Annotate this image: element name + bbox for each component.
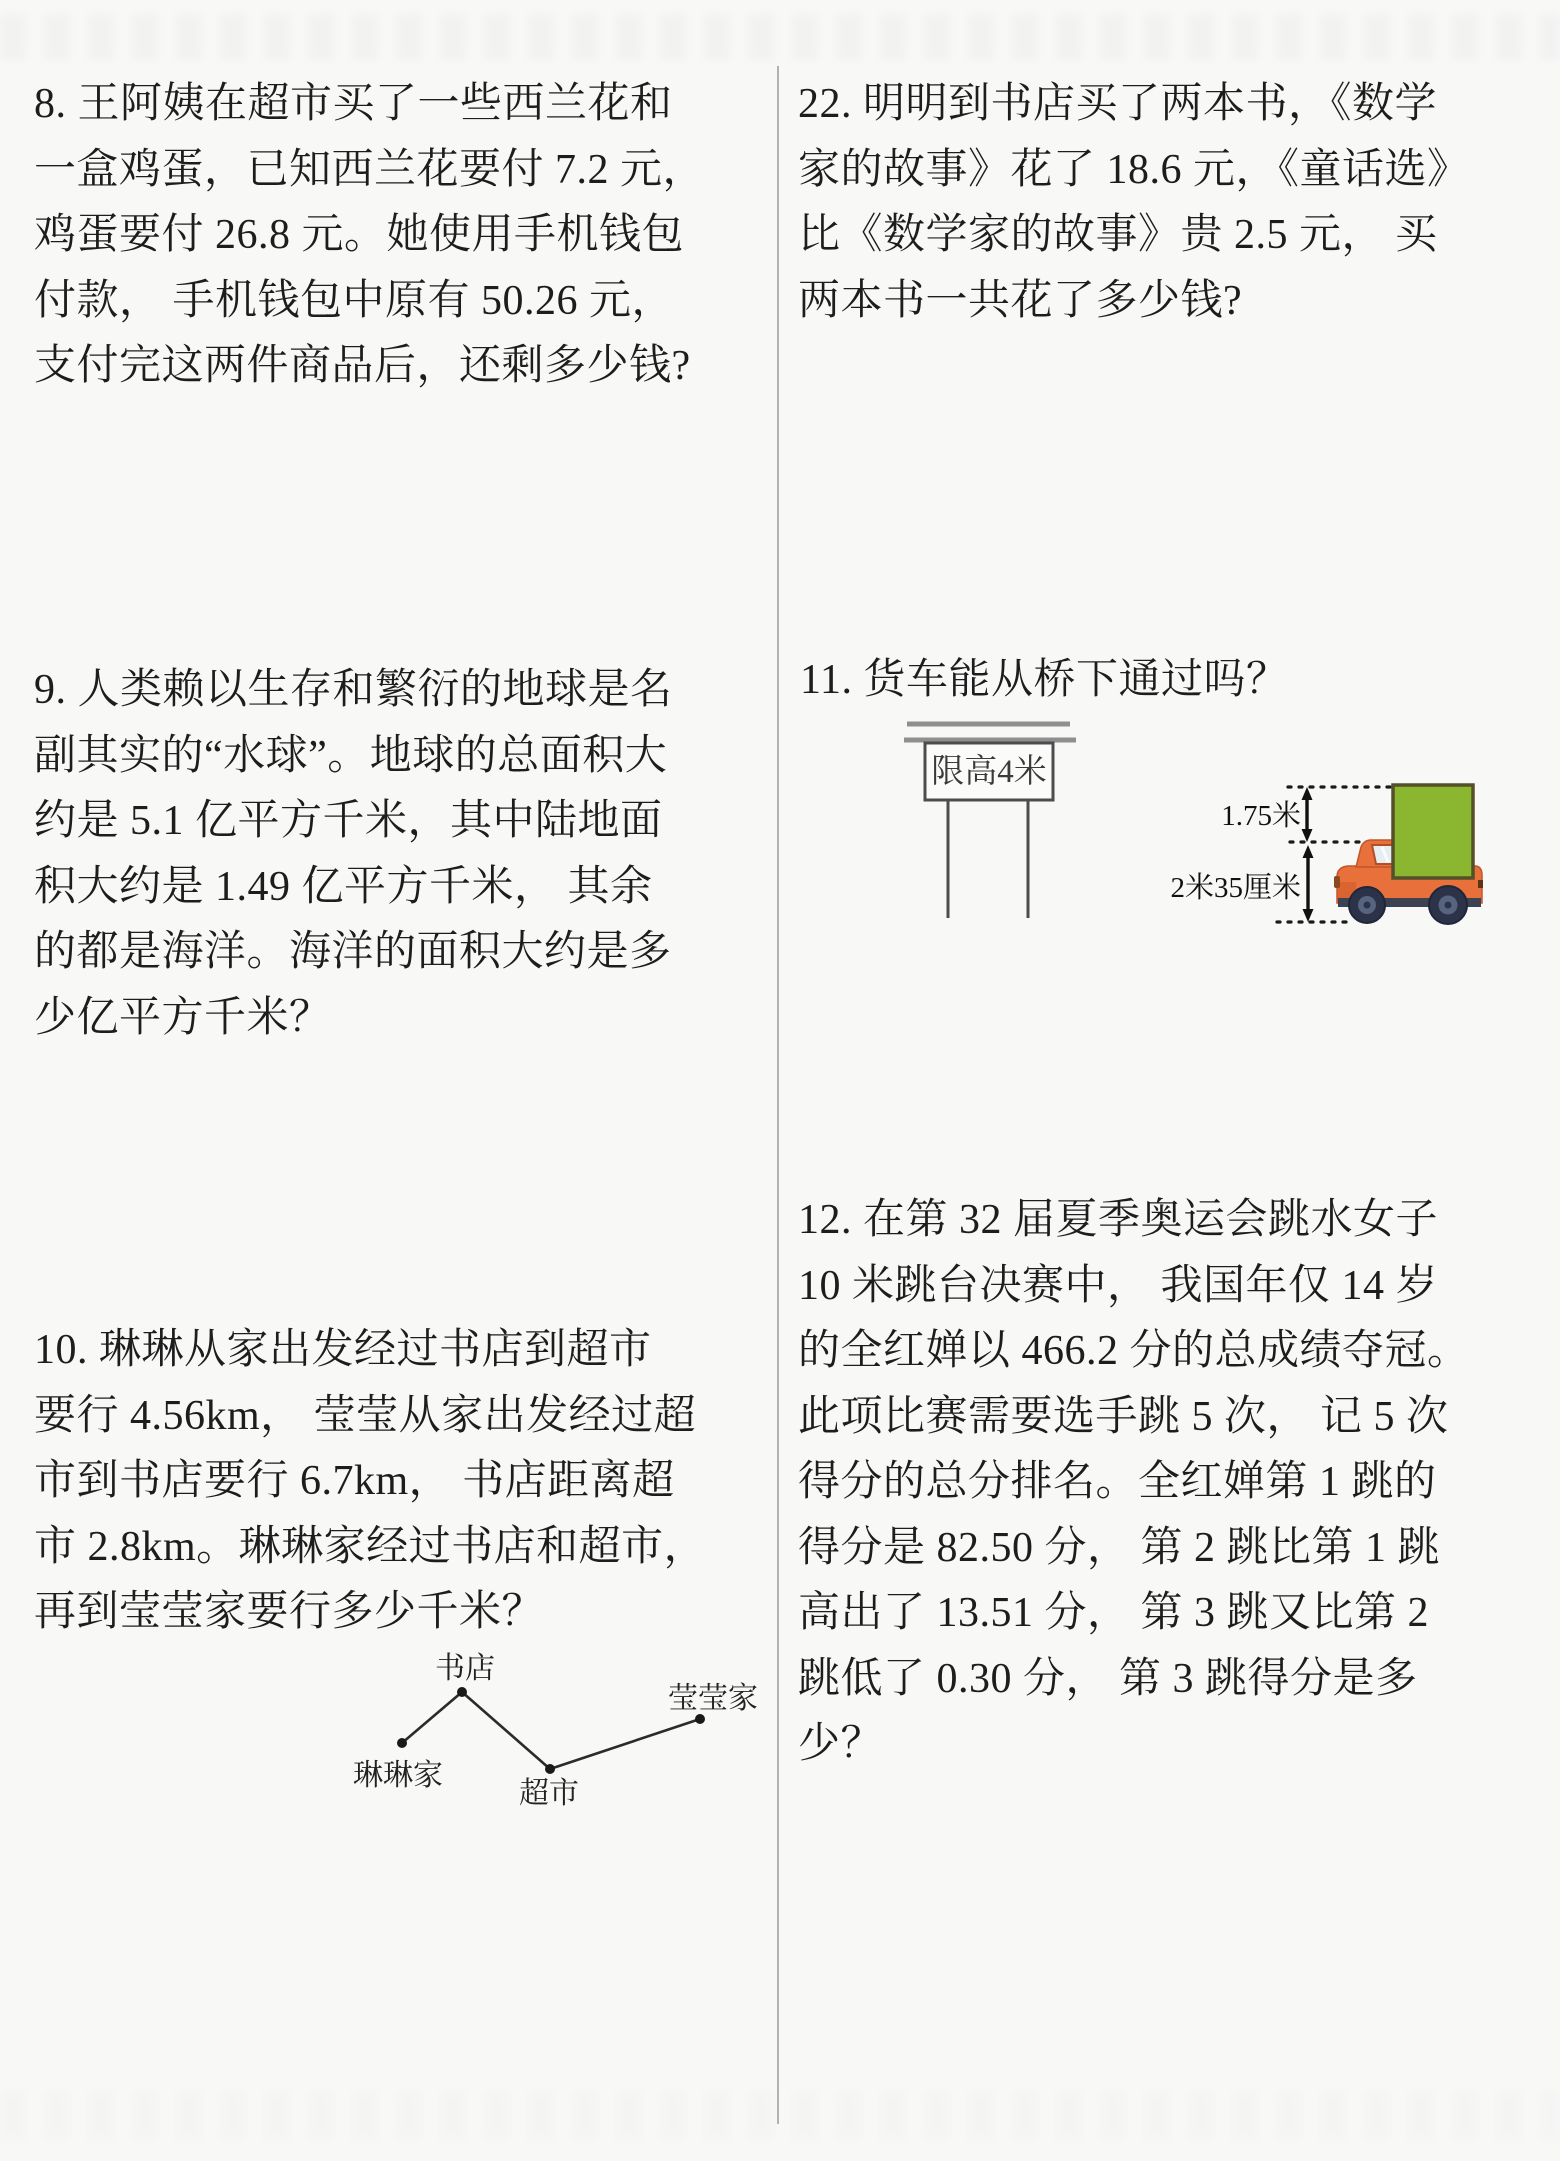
height-limit-sign-label: 限高4米 (931, 754, 1047, 790)
text-line: 10. 琳琳从家出发经过书店到超市 (34, 1327, 652, 1373)
text-line: 9. 人类赖以生存和繁衍的地球是名 (34, 667, 673, 713)
text-line: 8. 王阿姨在超市买了一些西兰花和 (34, 81, 673, 127)
label-yingying-home: 莹莹家 (668, 1682, 758, 1715)
text-line: 两本书一共花了多少钱? (798, 277, 1243, 324)
arrow-cargo-height (1302, 787, 1313, 842)
route-polyline (402, 1692, 700, 1769)
truck-front-wheel (1349, 887, 1385, 923)
text-line: 家的故事》花了 18.6 元，《童话选》 (798, 146, 1470, 193)
truck-height-label: 2米35厘米 (1170, 872, 1301, 904)
text-line: 再到莹莹家要行多少千米？ (34, 1589, 545, 1635)
node-supermarket (545, 1764, 555, 1774)
problem-10 (34, 1318, 706, 1646)
text-line: 支付完这两件商品后，还剩多少钱? (34, 343, 691, 389)
text-line: 约是 5.1 亿平方千米，其中陆地面 (34, 798, 663, 844)
truck-measurement-diagram (1160, 770, 1500, 940)
truck-rear-wheel (1429, 886, 1467, 924)
node-yingying-home (695, 1714, 705, 1724)
text-line: 付款， 手机钱包中原有 50.26 元， (34, 277, 675, 324)
text-line: 少？ (798, 1721, 884, 1767)
problem-8 (34, 72, 705, 400)
problem-22 (798, 72, 1470, 334)
text-line: 11. 货车能从桥下通过吗？ (800, 657, 1289, 703)
text-line: 少亿平方千米？ (34, 994, 332, 1041)
text-line: 此项比赛需要选手跳 5 次， 记 5 次 (798, 1393, 1449, 1440)
text-line: 跳低了 0.30 分， 第 3 跳得分是多 (798, 1655, 1418, 1702)
label-supermarket: 超市 (519, 1777, 579, 1810)
problem-11 (800, 648, 1288, 714)
arrow-truck-height (1303, 845, 1314, 922)
node-linlin-home (397, 1738, 407, 1748)
route-map-diagram (300, 1640, 760, 1840)
text-line: 一盒鸡蛋，已知西兰花要付 7.2 元， (34, 146, 706, 193)
text-line: 市 2.8km。琳琳家经过书店和超市， (34, 1523, 707, 1570)
text-line: 得分是 82.50 分， 第 2 跳比第 1 跳 (798, 1524, 1441, 1571)
text-line: 的全红婵以 466.2 分的总成绩夺冠。 (798, 1328, 1470, 1374)
node-bookstore (457, 1687, 467, 1697)
column-divider (777, 66, 779, 2124)
text-line: 积大约是 1.49 亿平方千米， 其余 (34, 863, 653, 910)
text-line: 的都是海洋。海洋的面积大约是多 (34, 929, 672, 975)
truck-cargo-box (1393, 785, 1473, 878)
cutoff-text-ghost-top (0, 14, 1560, 60)
truck-tail-detail (1478, 880, 1483, 888)
text-line: 比《数学家的故事》贵 2.5 元， 买 (798, 212, 1438, 258)
problem-9 (34, 658, 673, 1051)
text-line: 12. 在第 32 届夏季奥运会跳水女子 (798, 1197, 1439, 1243)
text-line: 10 米跳台决赛中， 我国年仅 14 岁 (798, 1262, 1439, 1309)
label-linlin-home: 琳琳家 (353, 1759, 443, 1792)
text-line: 市到书店要行 6.7km， 书店距离超 (34, 1458, 675, 1504)
label-bookstore: 书店 (435, 1652, 495, 1685)
text-line: 22. 明明到书店买了两本书，《数学 (798, 81, 1438, 127)
text-line: 得分的总分排名。全红婵第 1 跳的 (798, 1459, 1437, 1505)
cutoff-text-ghost-bottom (0, 2090, 1560, 2140)
text-line: 要行 4.56km， 莹莹从家出发经过超 (34, 1392, 697, 1439)
truck-illustration (1334, 785, 1483, 924)
bridge-height-limit-diagram (890, 713, 1090, 928)
cargo-height-label: 1.75米 (1221, 800, 1301, 832)
text-line: 副其实的“水球”。地球的总面积大 (34, 732, 668, 779)
text-line: 高出了 13.51 分， 第 3 跳又比第 2 (798, 1590, 1430, 1636)
text-line: 鸡蛋要付 26.8 元。她使用手机钱包 (34, 212, 685, 258)
truck-headlight (1334, 876, 1340, 888)
problem-12 (798, 1188, 1470, 1778)
